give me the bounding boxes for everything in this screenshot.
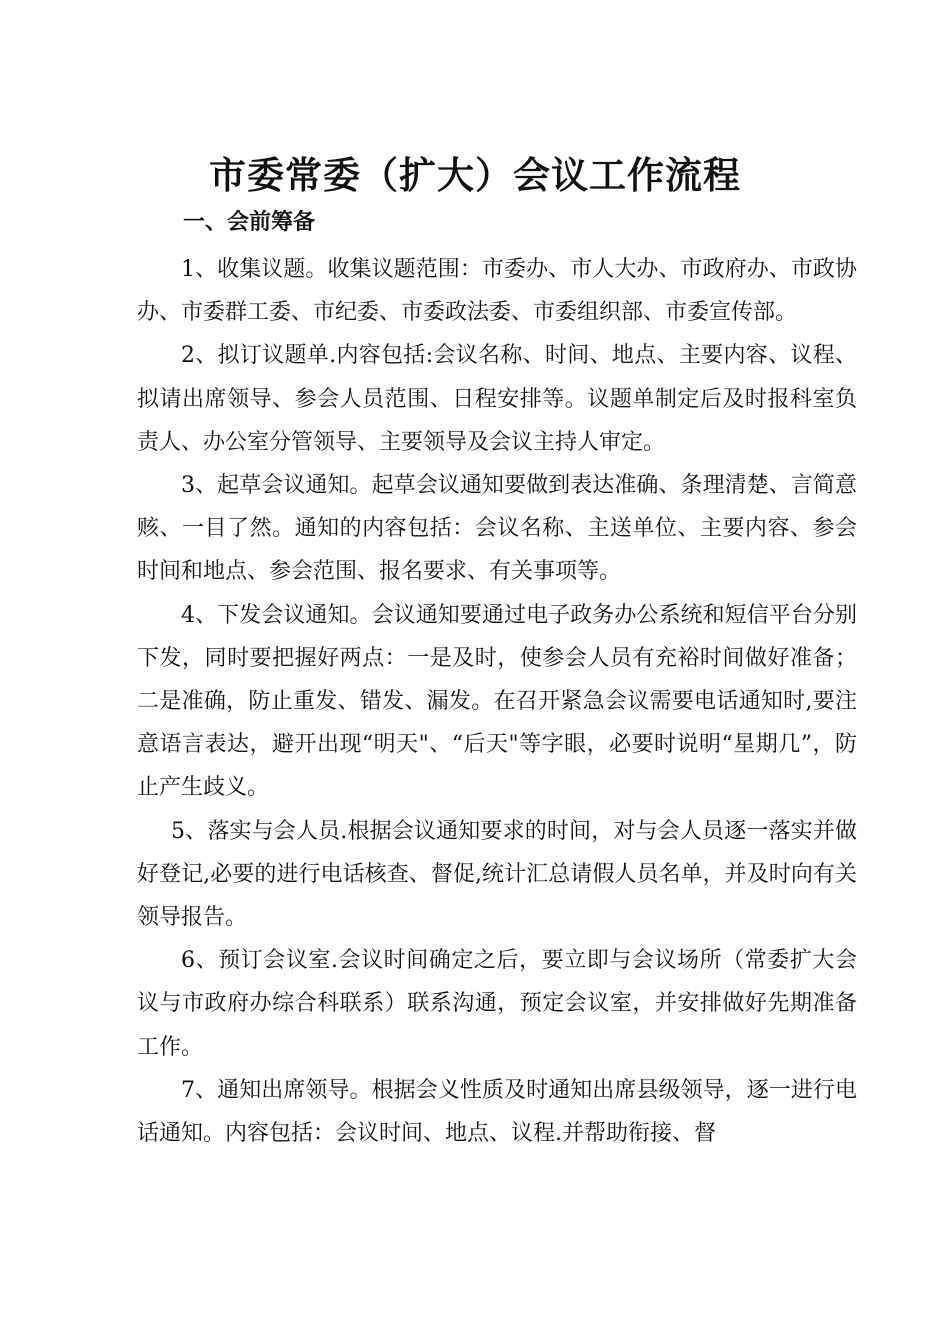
document-title: 市委常委（扩大）会议工作流程 xyxy=(209,153,741,197)
document-body xyxy=(137,248,857,1155)
paragraph-book-room: 6、预订会议室.会议时间确定之后，要立即与会议场所（常委扩大会议与市政府办综合科联系）联系沟通，预定会议室，并安排做好先期准备工作。 xyxy=(137,948,857,1060)
paragraph-draft-topic-list: 2、拟订议题单.内容包括:会议名称、时间、地点、主要内容、议程、拟请出席领导、参会人员范围、日程安排等。议题单制定后及时报科室负责人、办公室分管领导、主要领导及会议主持人审定。 xyxy=(137,343,857,455)
paragraph-collect-topics: 1、收集议题。收集议题范围：市委办、市人大办、市政府办、市政协办、市委群工委、市纪委、市委政法委、市委组织部、市委宣传部。 xyxy=(137,257,857,326)
paragraph-confirm-attendees: 5、落实与会人员.根据会议通知要求的时间，对与会人员逐一落实并做好登记,必要的进行电话核查、督促,统计汇总请假人员名单，并及时向有关领导报告。 xyxy=(137,818,857,931)
section-heading: 一、会前筹备 xyxy=(183,210,316,235)
paragraph-draft-notice: 3、起草会议通知。起草会议通知要做到表达准确、条理清楚、言简意赅、一目了然。通知的内容包括：会议名称、主送单位、主要内容、参会时间和地点、参会范围、报名要求、有关事项等。 xyxy=(137,473,857,585)
paragraph-notify-leaders: 7、通知出席领导。根据会义性质及时通知出席县级领导，逐一进行电话通知。内容包括：会议时间、地点、议程.并帮助衔接、督 xyxy=(137,1077,857,1147)
paragraph-issue-notice: 4、下发会议通知。会议通知要通过电子政务办公系统和短信平台分别下发，同时要把握好两点：一是及时，使参会人员有充裕时间做好准备；二是准确，防止重发、错发、漏发。在召开紧急会议需要电话通知时,要注意语言表达，避开出现“明天"、“后天"等字眼，必要时说明“星期几”，防止产生歧义。 xyxy=(137,602,857,801)
